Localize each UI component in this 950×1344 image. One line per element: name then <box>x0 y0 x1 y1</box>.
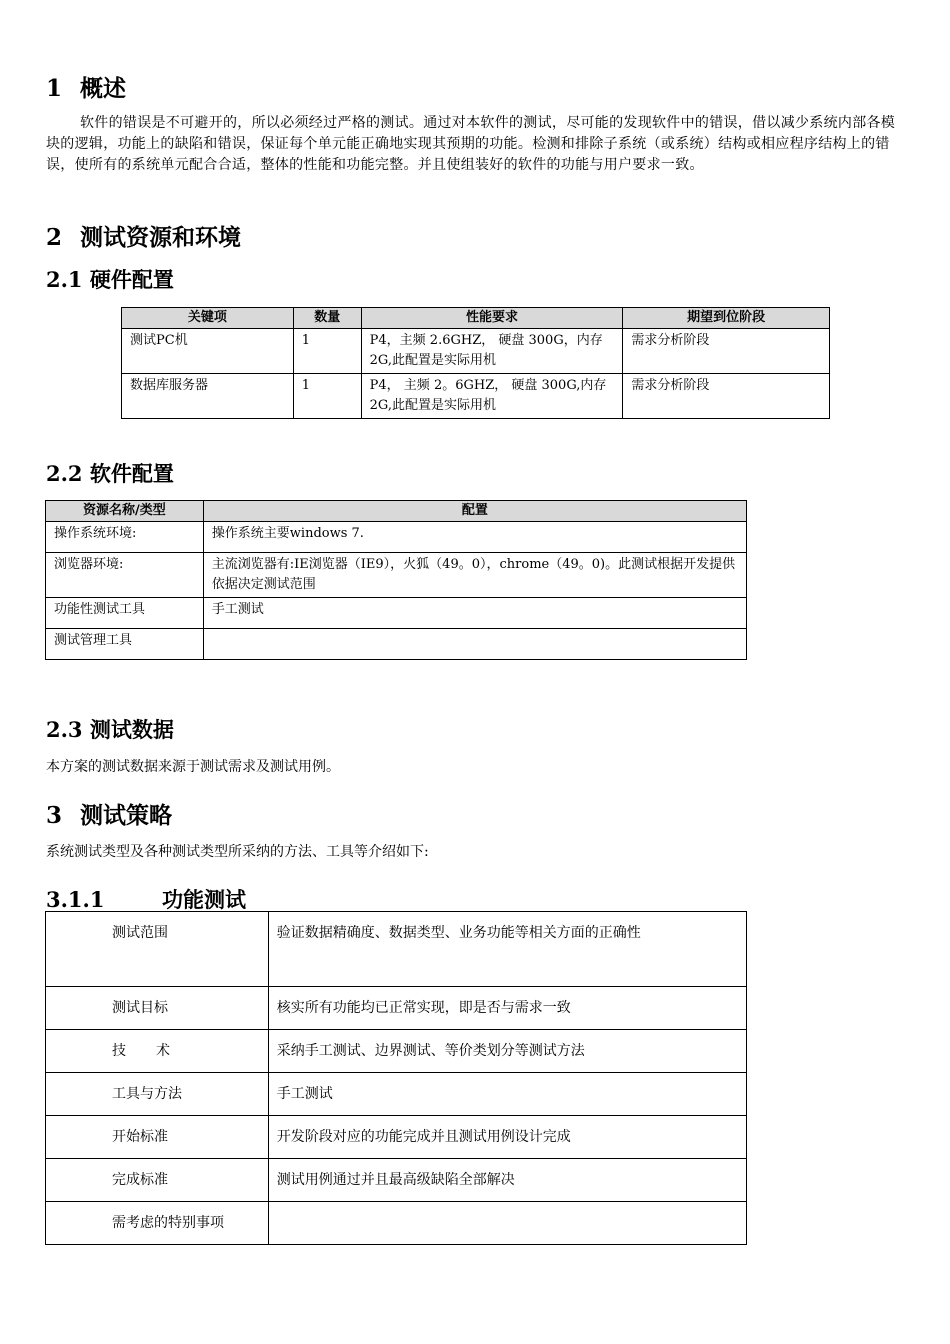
section-number: 1 <box>46 75 63 102</box>
table-cell: 1 <box>293 374 361 419</box>
section-number: 2 <box>46 224 63 251</box>
table-row <box>46 1030 747 1073</box>
table-cell: 测试管理工具 <box>46 629 204 660</box>
table-cell: 手工测试 <box>203 598 746 629</box>
table-cell: 操作系统主要windows 7. <box>203 522 746 553</box>
table-row <box>46 1116 747 1159</box>
table-row <box>46 629 747 660</box>
table-cell <box>203 629 746 660</box>
table-cell: 测试用例通过并且最高级缺陷全部解决 <box>268 1159 746 1202</box>
table-cell: 测试范围 <box>46 912 269 987</box>
table-cell: 工具与方法 <box>46 1073 269 1116</box>
table-cell: 功能性测试工具 <box>46 598 204 629</box>
table-row <box>46 912 747 987</box>
header-cell: 配置 <box>203 501 746 522</box>
header-cell: 关键项 <box>122 308 294 329</box>
functional-test-table <box>45 911 747 1245</box>
table-header-row <box>122 308 830 329</box>
table-cell: 浏览器环境: <box>46 553 204 598</box>
table-row <box>46 1073 747 1116</box>
hardware-table <box>121 307 830 419</box>
table-cell: 验证数据精确度、数据类型、业务功能等相关方面的正确性 <box>268 912 746 987</box>
table-row <box>46 1202 747 1245</box>
section-title: 概述 <box>80 75 126 102</box>
table-row <box>46 522 747 553</box>
subsection-number: 3.1.1 <box>46 887 105 912</box>
section-title: 测试策略 <box>80 802 172 829</box>
software-table <box>45 500 747 660</box>
hardware-heading: 2.1 硬件配置 <box>46 267 174 292</box>
functional-test-heading <box>46 884 246 914</box>
table-cell: 开发阶段对应的功能完成并且测试用例设计完成 <box>268 1116 746 1159</box>
test-data-heading: 2.3 测试数据 <box>46 717 174 742</box>
table-cell: 数据库服务器 <box>122 374 294 419</box>
header-cell: 期望到位阶段 <box>623 308 830 329</box>
table-cell: 核实所有功能均已正常实现，即是否与需求一致 <box>268 987 746 1030</box>
table-cell: 需考虑的特别事项 <box>46 1202 269 1245</box>
table-cell: 测试目标 <box>46 987 269 1030</box>
header-cell: 资源名称/类型 <box>46 501 204 522</box>
table-cell <box>268 1202 746 1245</box>
table-cell: 需求分析阶段 <box>623 329 830 374</box>
table-header-row <box>46 501 747 522</box>
table-cell: 1 <box>293 329 361 374</box>
header-cell: 数量 <box>293 308 361 329</box>
table-cell: 完成标准 <box>46 1159 269 1202</box>
software-heading: 2.2 软件配置 <box>46 461 174 486</box>
overview-paragraph: 软件的错误是不可避开的，所以必须经过严格的测试。通过对本软件的测试，尽可能的发现软件中的错误，借以减少系统内部各模块的逻辑，功能上的缺陷和错误，保证每个单元能正确地实现其预期的功能。检测和排除子系统（或系统）结构或相应程序结构上的错误，使所有的系统单元配合合适，整体的性能和功能完整。并且使组装好的软件的功能与用户要求一致。 <box>46 115 896 173</box>
table-cell: P4， 主频 2。6GHZ， 硬盘 300G,内存2G,此配置是实际用机 <box>361 374 623 419</box>
section-number: 3 <box>46 802 63 829</box>
table-row <box>46 553 747 598</box>
table-cell: 测试PC机 <box>122 329 294 374</box>
table-cell: 技术 <box>46 1030 269 1073</box>
table-cell: 主流浏览器有:IE浏览器（IE9），火狐（49。0），chrome（49。0)。此测试根据开发提供依据决定测试范围 <box>203 553 746 598</box>
table-cell: 开始标准 <box>46 1116 269 1159</box>
section-title: 测试资源和环境 <box>80 224 241 251</box>
section-3-heading <box>46 797 172 830</box>
table-row <box>46 598 747 629</box>
table-cell: 需求分析阶段 <box>623 374 830 419</box>
table-row <box>46 1159 747 1202</box>
table-cell: P4，主频 2.6GHZ， 硬盘 300G，内存2G,此配置是实际用机 <box>361 329 623 374</box>
test-data-paragraph: 本方案的测试数据来源于测试需求及测试用例。 <box>46 759 340 775</box>
table-row <box>122 374 830 419</box>
section-1-heading <box>46 70 126 103</box>
strategy-paragraph: 系统测试类型及各种测试类型所采纳的方法、工具等介绍如下: <box>46 844 429 860</box>
table-cell: 操作系统环境: <box>46 522 204 553</box>
section-2-heading <box>46 219 241 252</box>
table-row <box>46 987 747 1030</box>
table-cell: 手工测试 <box>268 1073 746 1116</box>
table-cell: 采纳手工测试、边界测试、等价类划分等测试方法 <box>268 1030 746 1073</box>
header-cell: 性能要求 <box>361 308 623 329</box>
subsection-title: 功能测试 <box>162 887 246 912</box>
table-row <box>122 329 830 374</box>
